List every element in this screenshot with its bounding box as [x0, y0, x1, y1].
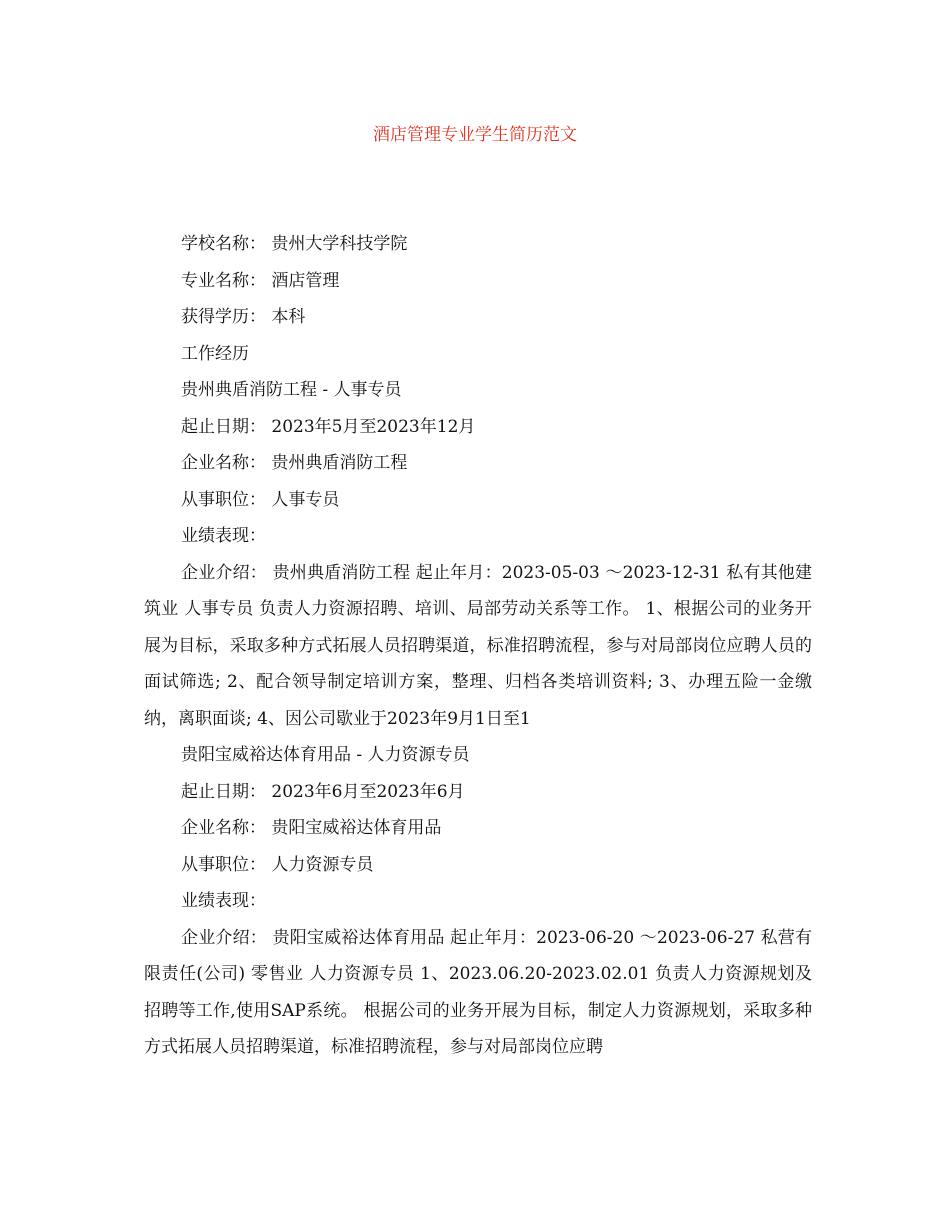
job2-position-line: 从事职位： 人力资源专员	[181, 854, 374, 875]
work-experience-heading: 工作经历	[181, 343, 249, 364]
job2-company-line: 企业名称： 贵阳宝威裕达体育用品	[181, 818, 442, 838]
school-name-line: 学校名称： 贵州大学科技学院	[181, 234, 408, 254]
job2-description: 企业介绍： 贵阳宝威裕达体育用品 起止年月：2023-06-20 ～2023-06-27 私营有限责任(公司) 零售业 人力资源专员 1、2023.06.20-2023.02.01 负责人力资源规划及招聘等工作,使用SAP系统。 根据公司的业务开展为目标，制定人力资源规划，采取多种方式拓展人员招聘渠道，标准招聘流程，参与对局部岗位应聘	[144, 927, 812, 1057]
job1-title-line: 贵州典盾消防工程 - 人事专员	[181, 380, 402, 400]
job1-company-line: 企业名称： 贵州典盾消防工程	[181, 453, 408, 473]
degree-line: 获得学历： 本科	[181, 307, 306, 327]
document-body	[144, 226, 812, 1066]
job1-description: 企业介绍： 贵州典盾消防工程 起止年月：2023-05-03 ～2023-12-31 私有其他建筑业 人事专员 负责人力资源招聘、培训、局部劳动关系等工作。 1、根据公司的业务开展为目标，采取多种方式拓展人员招聘渠道，标准招聘流程，参与对局部岗位应聘人员的面试筛选; 2、配合领导制定培训方案，整理、归档各类培训资料; 3、办理五险一金缴纳，离职面谈; 4、因公司歇业于2023年9月1日至1	[144, 562, 812, 729]
job1-position-line: 从事职位： 人事专员	[181, 489, 340, 510]
job1-performance-line: 业绩表现：	[181, 526, 266, 546]
job1-dates-line: 起止日期： 2023年5月至2023年12月	[181, 416, 476, 437]
job2-title-line: 贵阳宝威裕达体育用品 - 人力资源专员	[181, 745, 470, 765]
job2-performance-line: 业绩表现：	[181, 891, 266, 911]
document-title: 酒店管理专业学生简历范文	[373, 125, 577, 145]
job2-dates-line: 起止日期： 2023年6月至2023年6月	[181, 781, 465, 802]
major-name-line: 专业名称： 酒店管理	[181, 270, 340, 291]
